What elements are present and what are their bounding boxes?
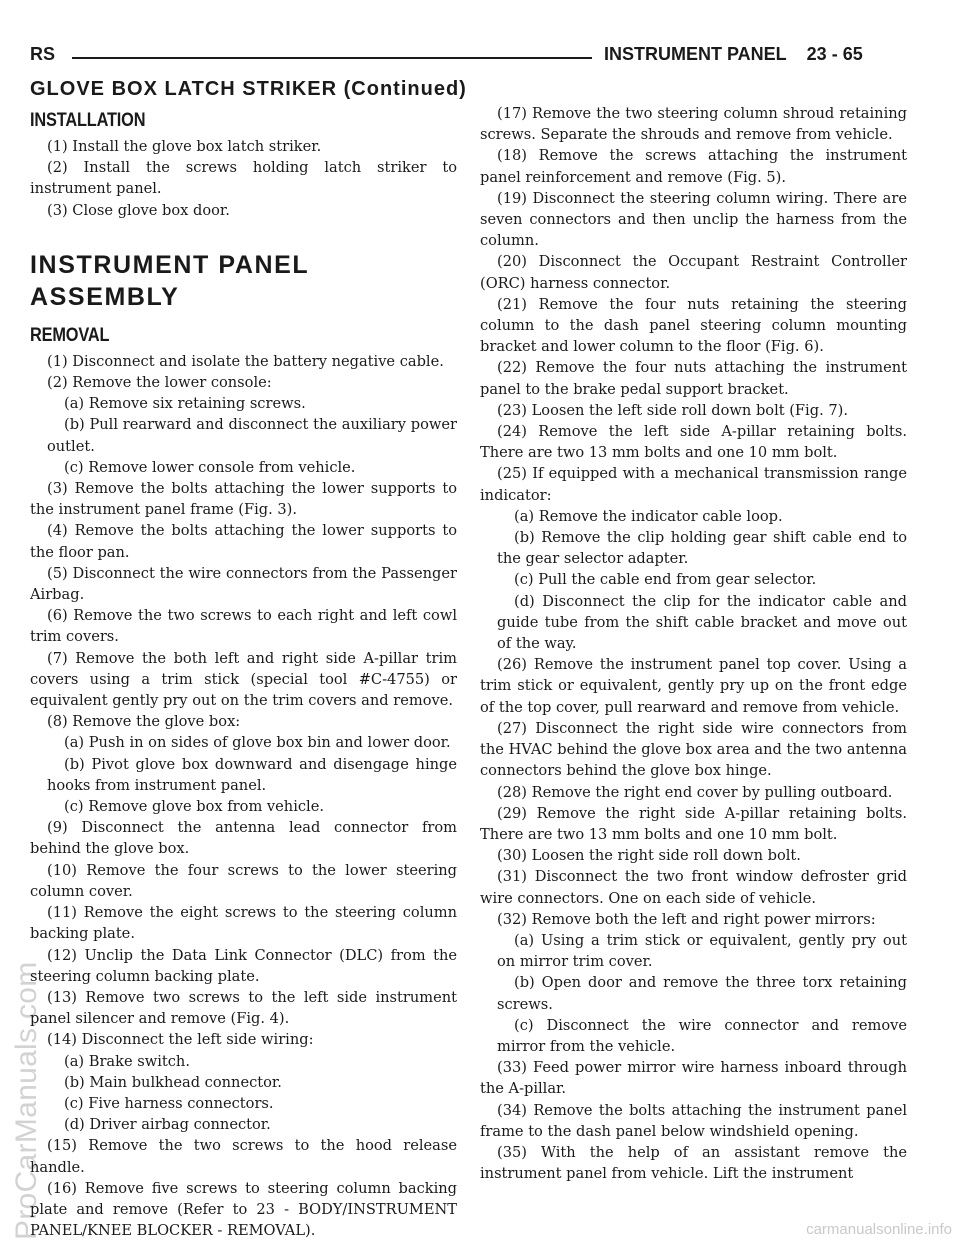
removal-step: (22) Remove the four nuts attaching the instrument panel to the brake pedal support bracket. bbox=[480, 359, 907, 398]
removal-step: (8) Remove the glove box: bbox=[47, 713, 241, 731]
removal-step: (7) Remove the both left and right side A-pillar trim covers using a trim stick (special tool #C-4755) or equivalent gently pry out on the trim covers and remove. bbox=[30, 649, 457, 710]
continued-title: GLOVE BOX LATCH STRIKER (Continued) bbox=[30, 78, 467, 100]
removal-substep: (c) Pull the cable end from gear selector. bbox=[514, 571, 817, 589]
removal-substep: (d) Driver airbag connector. bbox=[64, 1116, 271, 1134]
removal-substep: (b) Pivot glove box downward and disengage hinge hooks from instrument panel. bbox=[47, 755, 457, 794]
removal-step: (27) Disconnect the right side wire connectors from the HVAC behind the glove box area and the two antenna connectors behind the glove box hinge. bbox=[480, 719, 907, 780]
removal-step: (33) Feed power mirror wire harness inboard through the A-pillar. bbox=[480, 1059, 907, 1098]
left-column bbox=[30, 110, 457, 1241]
removal-step: (35) With the help of an assistant remove the instrument panel from vehicle. Lift the instrument bbox=[480, 1143, 907, 1183]
removal-substep: (b) Main bulkhead connector. bbox=[64, 1073, 282, 1091]
side-watermark: ProCarManuals.com bbox=[10, 961, 43, 1240]
removal-step: (29) Remove the right side A-pillar retaining bolts. There are two 13 mm bolts and one 10 mm bolt. bbox=[480, 804, 907, 843]
removal-step: (19) Disconnect the steering column wiring. There are seven connectors and then unclip the harness from the column. bbox=[480, 189, 907, 250]
installation-heading: INSTALLATION bbox=[30, 110, 146, 131]
removal-step: (14) Disconnect the left side wiring: bbox=[47, 1031, 314, 1049]
removal-step: (15) Remove the two screws to the hood release handle. bbox=[30, 1137, 457, 1176]
header-chapter: INSTRUMENT PANEL bbox=[604, 44, 787, 64]
removal-step: (11) Remove the eight screws to the steering column backing plate. bbox=[30, 904, 457, 943]
removal-substep: (a) Push in on sides of glove box bin and lower door. bbox=[64, 734, 451, 752]
removal-substep: (c) Disconnect the wire connector and remove mirror from the vehicle. bbox=[497, 1016, 907, 1055]
removal-step: (6) Remove the two screws to each right and left cowl trim covers. bbox=[30, 607, 457, 646]
removal-step: (2) Remove the lower console: bbox=[47, 374, 272, 392]
section-heading-line2: ASSEMBLY bbox=[30, 282, 180, 311]
removal-substep: (a) Using a trim stick or equivalent, gently pry out on mirror trim cover. bbox=[497, 931, 907, 971]
installation-step: (1) Install the glove box latch striker. bbox=[47, 138, 322, 155]
removal-step: (16) Remove five screws to steering column backing plate and remove (Refer to 23 - BODY/INSTRUMENT PANEL/KNEE BLOCKER - REMOVAL). bbox=[30, 1179, 457, 1240]
removal-step: (26) Remove the instrument panel top cover. Using a trim stick or equivalent, gently pry up on the front edge of the top cover, pull rearward and remove from vehicle. bbox=[480, 656, 907, 716]
removal-substep: (c) Remove lower console from vehicle. bbox=[64, 458, 356, 476]
removal-step: (10) Remove the four screws to the lower steering column cover. bbox=[30, 861, 457, 900]
section-heading-line1: INSTRUMENT PANEL bbox=[30, 250, 310, 279]
removal-substep: (a) Remove six retaining screws. bbox=[64, 395, 306, 413]
removal-step: (1) Disconnect and isolate the battery negative cable. bbox=[47, 352, 444, 370]
removal-substep: (d) Disconnect the clip for the indicator cable and guide tube from the shift cable bracket and move out of the way. bbox=[497, 592, 907, 653]
removal-step: (3) Remove the bolts attaching the lower supports to the instrument panel frame (Fig. 3). bbox=[30, 480, 457, 519]
removal-step: (12) Unclip the Data Link Connector (DLC) from the steering column backing plate. bbox=[30, 946, 457, 985]
removal-step: (20) Disconnect the Occupant Restraint Controller (ORC) harness connector. bbox=[480, 253, 907, 292]
removal-step: (4) Remove the bolts attaching the lower supports to the floor pan. bbox=[30, 522, 457, 561]
removal-step: (31) Disconnect the two front window defroster grid wire connectors. One on each side of vehicle. bbox=[480, 868, 907, 907]
section-heading bbox=[30, 249, 457, 313]
footer-watermark: carmanualsonline.info bbox=[806, 1221, 952, 1238]
removal-step: (5) Disconnect the wire connectors from the Passenger Airbag. bbox=[30, 564, 457, 604]
removal-substep: (c) Five harness connectors. bbox=[64, 1094, 274, 1112]
removal-step: (23) Loosen the left side roll down bolt (Fig. 7). bbox=[497, 401, 848, 419]
removal-step: (13) Remove two screws to the left side instrument panel silencer and remove (Fig. 4). bbox=[30, 988, 457, 1028]
page-number: 23 - 65 bbox=[806, 44, 863, 64]
removal-substep: (a) Remove the indicator cable loop. bbox=[514, 507, 783, 525]
removal-step: (21) Remove the four nuts retaining the steering column to the dash panel steering column mounting bracket and lower column to the floor (Fig. 6). bbox=[480, 295, 907, 356]
removal-substep: (b) Pull rearward and disconnect the auxiliary power outlet. bbox=[47, 416, 457, 455]
header-section-code: RS bbox=[30, 44, 56, 64]
right-column bbox=[480, 103, 907, 1184]
removal-step: (9) Disconnect the antenna lead connector from behind the glove box. bbox=[30, 819, 457, 858]
installation-step: (3) Close glove box door. bbox=[47, 201, 230, 219]
removal-heading: REMOVAL bbox=[30, 324, 110, 346]
removal-step: (18) Remove the screws attaching the instrument panel reinforcement and remove (Fig. 5). bbox=[480, 147, 907, 186]
removal-substep: (b) Open door and remove the three torx retaining screws. bbox=[497, 974, 907, 1013]
removal-step: (17) Remove the two steering column shroud retaining screws. Separate the shrouds and remove from vehicle. bbox=[480, 105, 907, 144]
installation-step: (2) Install the screws holding latch striker to instrument panel. bbox=[30, 159, 457, 198]
removal-step: (30) Loosen the right side roll down bolt. bbox=[497, 847, 801, 865]
removal-step: (34) Remove the bolts attaching the instrument panel frame to the dash panel below windshield opening. bbox=[480, 1101, 907, 1140]
header-title bbox=[604, 44, 863, 65]
removal-substep: (b) Remove the clip holding gear shift cable end to the gear selector adapter. bbox=[497, 529, 907, 568]
removal-step: (24) Remove the left side A-pillar retaining bolts. There are two 13 mm bolts and one 10 mm bolt. bbox=[480, 423, 907, 462]
removal-step: (28) Remove the right end cover by pulling outboard. bbox=[497, 783, 893, 801]
removal-substep: (a) Brake switch. bbox=[64, 1052, 190, 1070]
removal-step: (25) If equipped with a mechanical transmission range indicator: bbox=[480, 465, 907, 504]
removal-substep: (c) Remove glove box from vehicle. bbox=[64, 798, 324, 816]
removal-step: (32) Remove both the left and right power mirrors: bbox=[497, 910, 876, 928]
header-rule bbox=[72, 57, 592, 59]
